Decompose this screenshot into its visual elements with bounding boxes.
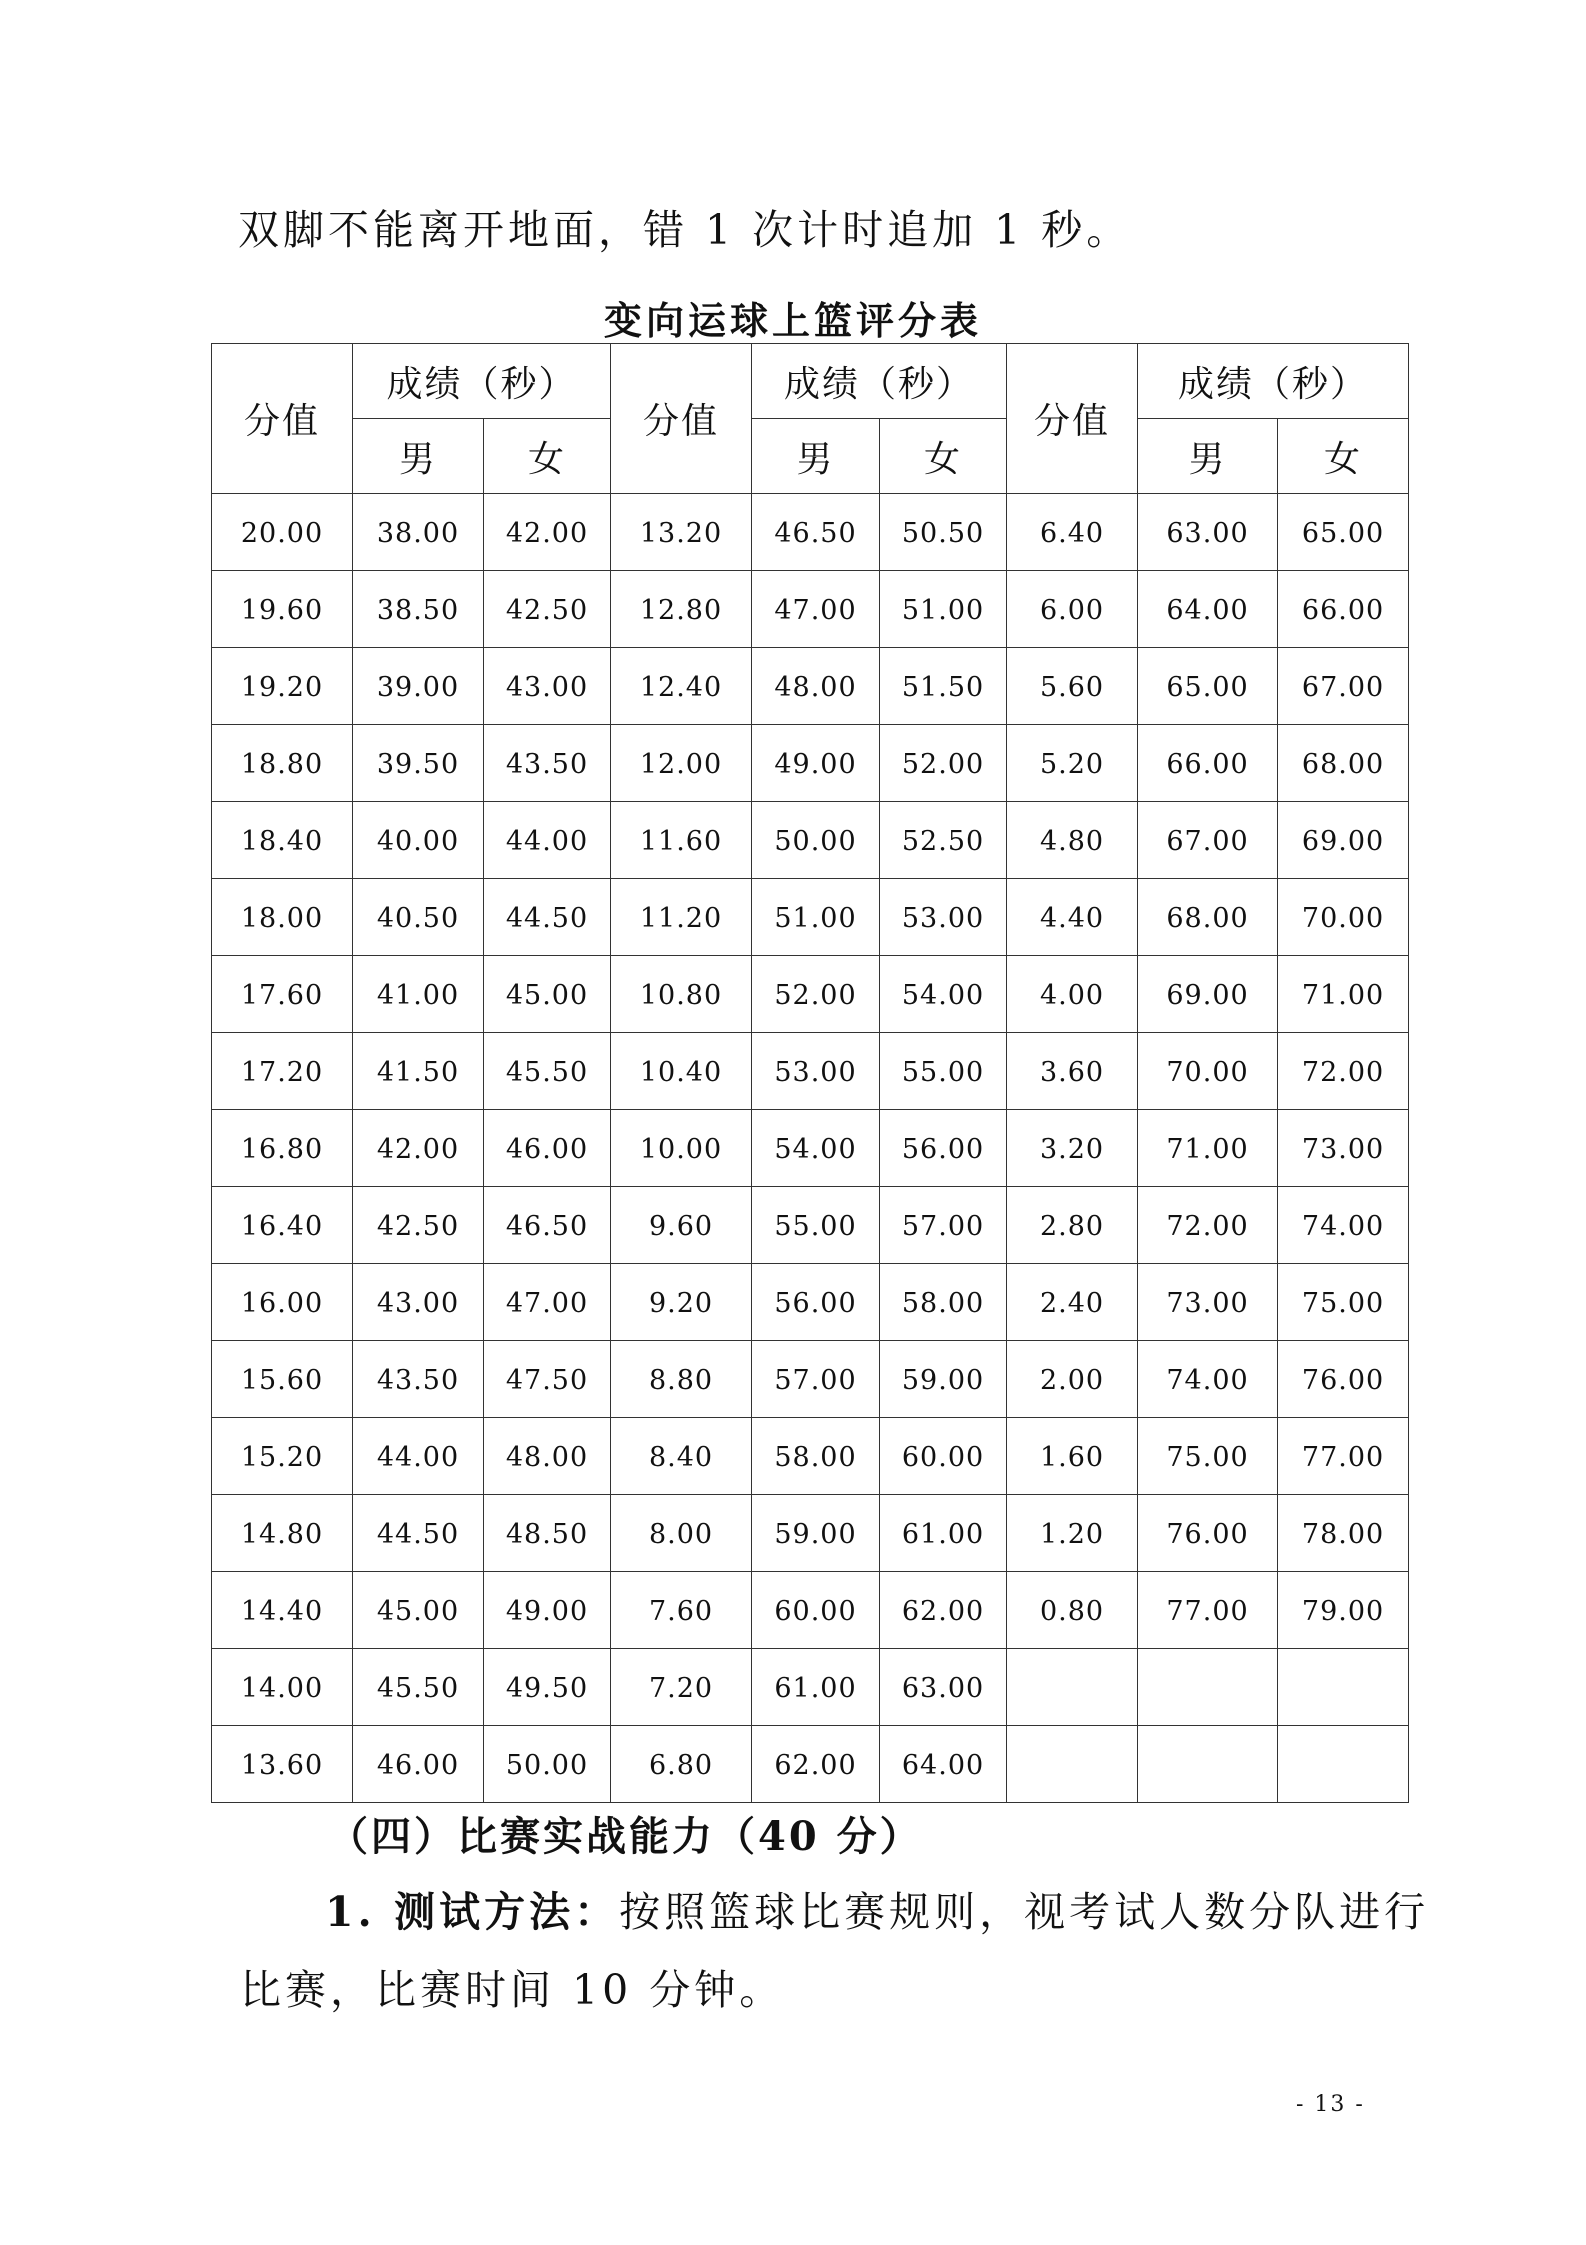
table-cell: 52.00 xyxy=(880,725,1007,802)
table-cell: 39.50 xyxy=(353,725,484,802)
table-cell: 50.00 xyxy=(752,802,880,879)
table-cell: 69.00 xyxy=(1138,956,1278,1033)
table-cell: 3.60 xyxy=(1007,1033,1138,1110)
table-cell: 18.00 xyxy=(212,879,353,956)
table-row xyxy=(212,1418,1409,1495)
table-cell: 45.50 xyxy=(353,1649,484,1726)
table-cell: 38.00 xyxy=(353,494,484,571)
table-cell: 59.00 xyxy=(880,1341,1007,1418)
table-cell: 12.80 xyxy=(611,571,752,648)
table-row xyxy=(212,802,1409,879)
table-cell: 16.80 xyxy=(212,1110,353,1187)
table-cell: 57.00 xyxy=(752,1341,880,1418)
table-row xyxy=(212,879,1409,956)
table-cell: 47.00 xyxy=(752,571,880,648)
table-cell: 42.00 xyxy=(484,494,611,571)
table-row xyxy=(212,1264,1409,1341)
table-cell: 6.00 xyxy=(1007,571,1138,648)
table-cell: 77.00 xyxy=(1138,1572,1278,1649)
table-row xyxy=(212,1110,1409,1187)
table-cell: 2.40 xyxy=(1007,1264,1138,1341)
method-paragraph-line-1 xyxy=(325,1888,1430,1936)
table-cell: 63.00 xyxy=(1138,494,1278,571)
table-cell: 0.80 xyxy=(1007,1572,1138,1649)
table-cell: 41.00 xyxy=(353,956,484,1033)
table-cell: 56.00 xyxy=(880,1110,1007,1187)
table-cell: 1.20 xyxy=(1007,1495,1138,1572)
table-body xyxy=(212,494,1409,1803)
table-cell: 52.50 xyxy=(880,802,1007,879)
table-cell: 20.00 xyxy=(212,494,353,571)
table-cell: 43.00 xyxy=(484,648,611,725)
table-cell: 42.50 xyxy=(353,1187,484,1264)
table-cell: 10.40 xyxy=(611,1033,752,1110)
header-score-2: 分值 xyxy=(611,344,752,494)
table-cell: 42.50 xyxy=(484,571,611,648)
table-cell: 51.00 xyxy=(880,571,1007,648)
table-cell: 49.00 xyxy=(484,1572,611,1649)
header-score-3: 分值 xyxy=(1007,344,1138,494)
table-cell: 1.60 xyxy=(1007,1418,1138,1495)
table-cell: 55.00 xyxy=(752,1187,880,1264)
table-row xyxy=(212,1572,1409,1649)
header-female-1: 女 xyxy=(484,419,611,494)
table-cell: 3.20 xyxy=(1007,1110,1138,1187)
table-cell: 55.00 xyxy=(880,1033,1007,1110)
table-cell: 41.50 xyxy=(353,1033,484,1110)
table-cell: 15.20 xyxy=(212,1418,353,1495)
header-result-2: 成绩（秒） xyxy=(752,344,1007,419)
table-row xyxy=(212,1726,1409,1803)
table-cell: 53.00 xyxy=(752,1033,880,1110)
table-cell: 45.50 xyxy=(484,1033,611,1110)
table-cell: 13.20 xyxy=(611,494,752,571)
table-row xyxy=(212,1187,1409,1264)
table-cell: 50.50 xyxy=(880,494,1007,571)
table-cell: 64.00 xyxy=(1138,571,1278,648)
table-cell: 73.00 xyxy=(1138,1264,1278,1341)
table-cell: 9.20 xyxy=(611,1264,752,1341)
table-cell: 18.80 xyxy=(212,725,353,802)
table-cell: 4.40 xyxy=(1007,879,1138,956)
header-male-1: 男 xyxy=(353,419,484,494)
table-cell: 49.50 xyxy=(484,1649,611,1726)
table-row xyxy=(212,725,1409,802)
table-row xyxy=(212,1649,1409,1726)
table-row xyxy=(212,1495,1409,1572)
table-cell: 14.40 xyxy=(212,1572,353,1649)
table-cell: 69.00 xyxy=(1278,802,1409,879)
table-cell: 19.60 xyxy=(212,571,353,648)
table-cell: 2.00 xyxy=(1007,1341,1138,1418)
table-cell: 50.00 xyxy=(484,1726,611,1803)
table-cell: 54.00 xyxy=(752,1110,880,1187)
table-cell: 18.40 xyxy=(212,802,353,879)
table-cell: 71.00 xyxy=(1138,1110,1278,1187)
table-cell: 72.00 xyxy=(1278,1033,1409,1110)
table-cell: 70.00 xyxy=(1278,879,1409,956)
table-cell: 66.00 xyxy=(1278,571,1409,648)
table-cell: 14.80 xyxy=(212,1495,353,1572)
table-cell: 61.00 xyxy=(880,1495,1007,1572)
table-cell: 45.00 xyxy=(484,956,611,1033)
table-cell: 6.40 xyxy=(1007,494,1138,571)
table-cell: 76.00 xyxy=(1278,1341,1409,1418)
score-table xyxy=(211,343,1409,1803)
table-cell: 67.00 xyxy=(1138,802,1278,879)
table-cell: 52.00 xyxy=(752,956,880,1033)
table-cell: 10.00 xyxy=(611,1110,752,1187)
table-cell: 65.00 xyxy=(1278,494,1409,571)
table-cell: 19.20 xyxy=(212,648,353,725)
table-cell: 42.00 xyxy=(353,1110,484,1187)
table-cell: 11.20 xyxy=(611,879,752,956)
method-text-line-1: 按照篮球比赛规则，视考试人数分队进行 xyxy=(619,1888,1430,1936)
table-cell: 51.00 xyxy=(752,879,880,956)
table-cell: 46.00 xyxy=(353,1726,484,1803)
table-cell: 79.00 xyxy=(1278,1572,1409,1649)
header-result-1: 成绩（秒） xyxy=(353,344,611,419)
table-cell: 39.00 xyxy=(353,648,484,725)
table-cell: 12.00 xyxy=(611,725,752,802)
table-cell: 2.80 xyxy=(1007,1187,1138,1264)
table-cell: 5.60 xyxy=(1007,648,1138,725)
table-cell: 4.80 xyxy=(1007,802,1138,879)
table-cell: 76.00 xyxy=(1138,1495,1278,1572)
table-cell: 17.60 xyxy=(212,956,353,1033)
table-cell: 67.00 xyxy=(1278,648,1409,725)
table-header-row xyxy=(212,344,1409,419)
table-cell: 66.00 xyxy=(1138,725,1278,802)
table-row xyxy=(212,494,1409,571)
table-cell: 47.00 xyxy=(484,1264,611,1341)
table-cell: 10.80 xyxy=(611,956,752,1033)
table-cell: 68.00 xyxy=(1278,725,1409,802)
header-female-2: 女 xyxy=(880,419,1007,494)
table-cell: 7.20 xyxy=(611,1649,752,1726)
table-cell: 43.50 xyxy=(484,725,611,802)
table-cell: 73.00 xyxy=(1278,1110,1409,1187)
table-cell: 38.50 xyxy=(353,571,484,648)
table-cell: 8.80 xyxy=(611,1341,752,1418)
table-cell: 48.00 xyxy=(752,648,880,725)
table-cell: 48.50 xyxy=(484,1495,611,1572)
table-cell: 53.00 xyxy=(880,879,1007,956)
table-cell: 40.00 xyxy=(353,802,484,879)
table-cell: 5.20 xyxy=(1007,725,1138,802)
table-cell: 43.50 xyxy=(353,1341,484,1418)
table-cell xyxy=(1138,1726,1278,1803)
table-cell xyxy=(1278,1649,1409,1726)
table-cell: 74.00 xyxy=(1278,1187,1409,1264)
table-row xyxy=(212,1341,1409,1418)
table-cell: 44.50 xyxy=(353,1495,484,1572)
table-cell: 64.00 xyxy=(880,1726,1007,1803)
table-cell: 40.50 xyxy=(353,879,484,956)
table-cell: 48.00 xyxy=(484,1418,611,1495)
table-cell: 70.00 xyxy=(1138,1033,1278,1110)
table-cell: 75.00 xyxy=(1278,1264,1409,1341)
table-cell: 61.00 xyxy=(752,1649,880,1726)
table-cell: 56.00 xyxy=(752,1264,880,1341)
table-cell: 72.00 xyxy=(1138,1187,1278,1264)
intro-paragraph: 双脚不能离开地面，错 1 次计时追加 1 秒。 xyxy=(238,206,1132,254)
header-result-3: 成绩（秒） xyxy=(1138,344,1409,419)
table-cell: 8.00 xyxy=(611,1495,752,1572)
table-cell: 45.00 xyxy=(353,1572,484,1649)
table-cell: 65.00 xyxy=(1138,648,1278,725)
table-cell: 6.80 xyxy=(611,1726,752,1803)
method-paragraph-line-2: 比赛，比赛时间 10 分钟。 xyxy=(240,1966,785,2014)
table-cell: 17.20 xyxy=(212,1033,353,1110)
table-cell: 11.60 xyxy=(611,802,752,879)
table-cell: 44.00 xyxy=(353,1418,484,1495)
table-cell: 57.00 xyxy=(880,1187,1007,1264)
table-cell: 60.00 xyxy=(752,1572,880,1649)
table-cell: 58.00 xyxy=(752,1418,880,1495)
table-cell: 46.00 xyxy=(484,1110,611,1187)
table-cell: 51.50 xyxy=(880,648,1007,725)
table-cell xyxy=(1138,1649,1278,1726)
table-cell: 62.00 xyxy=(752,1726,880,1803)
table-cell: 60.00 xyxy=(880,1418,1007,1495)
table-cell: 14.00 xyxy=(212,1649,353,1726)
table-cell: 16.00 xyxy=(212,1264,353,1341)
table-cell: 47.50 xyxy=(484,1341,611,1418)
table-row xyxy=(212,648,1409,725)
table-cell: 59.00 xyxy=(752,1495,880,1572)
table-cell: 4.00 xyxy=(1007,956,1138,1033)
page-number: - 13 - xyxy=(1296,2092,1365,2117)
table-cell: 62.00 xyxy=(880,1572,1007,1649)
table-cell: 68.00 xyxy=(1138,879,1278,956)
table-cell: 54.00 xyxy=(880,956,1007,1033)
table-cell: 13.60 xyxy=(212,1726,353,1803)
table-cell: 43.00 xyxy=(353,1264,484,1341)
table-cell: 46.50 xyxy=(752,494,880,571)
table-cell: 46.50 xyxy=(484,1187,611,1264)
table-cell: 12.40 xyxy=(611,648,752,725)
table-cell: 7.60 xyxy=(611,1572,752,1649)
table-cell: 44.00 xyxy=(484,802,611,879)
table-cell: 78.00 xyxy=(1278,1495,1409,1572)
table-row xyxy=(212,956,1409,1033)
header-female-3: 女 xyxy=(1278,419,1409,494)
table-cell: 63.00 xyxy=(880,1649,1007,1726)
table-cell: 44.50 xyxy=(484,879,611,956)
table-cell: 8.40 xyxy=(611,1418,752,1495)
table-cell: 75.00 xyxy=(1138,1418,1278,1495)
table-row xyxy=(212,571,1409,648)
header-male-3: 男 xyxy=(1138,419,1278,494)
table-cell: 16.40 xyxy=(212,1187,353,1264)
table-title: 变向运球上篮评分表 xyxy=(603,298,982,343)
method-label: 1. 测试方法： xyxy=(325,1888,620,1936)
table-cell xyxy=(1007,1726,1138,1803)
table-cell xyxy=(1007,1649,1138,1726)
table-cell: 49.00 xyxy=(752,725,880,802)
header-score-1: 分值 xyxy=(212,344,353,494)
table-row xyxy=(212,1033,1409,1110)
table-subheader-row xyxy=(212,419,1409,494)
header-male-2: 男 xyxy=(752,419,880,494)
table-cell: 9.60 xyxy=(611,1187,752,1264)
table-cell: 74.00 xyxy=(1138,1341,1278,1418)
table-cell: 15.60 xyxy=(212,1341,353,1418)
table-cell: 58.00 xyxy=(880,1264,1007,1341)
table-cell: 71.00 xyxy=(1278,956,1409,1033)
table-cell: 77.00 xyxy=(1278,1418,1409,1495)
table-cell xyxy=(1278,1726,1409,1803)
section-heading: （四）比赛实战能力（40 分） xyxy=(328,1813,923,1860)
